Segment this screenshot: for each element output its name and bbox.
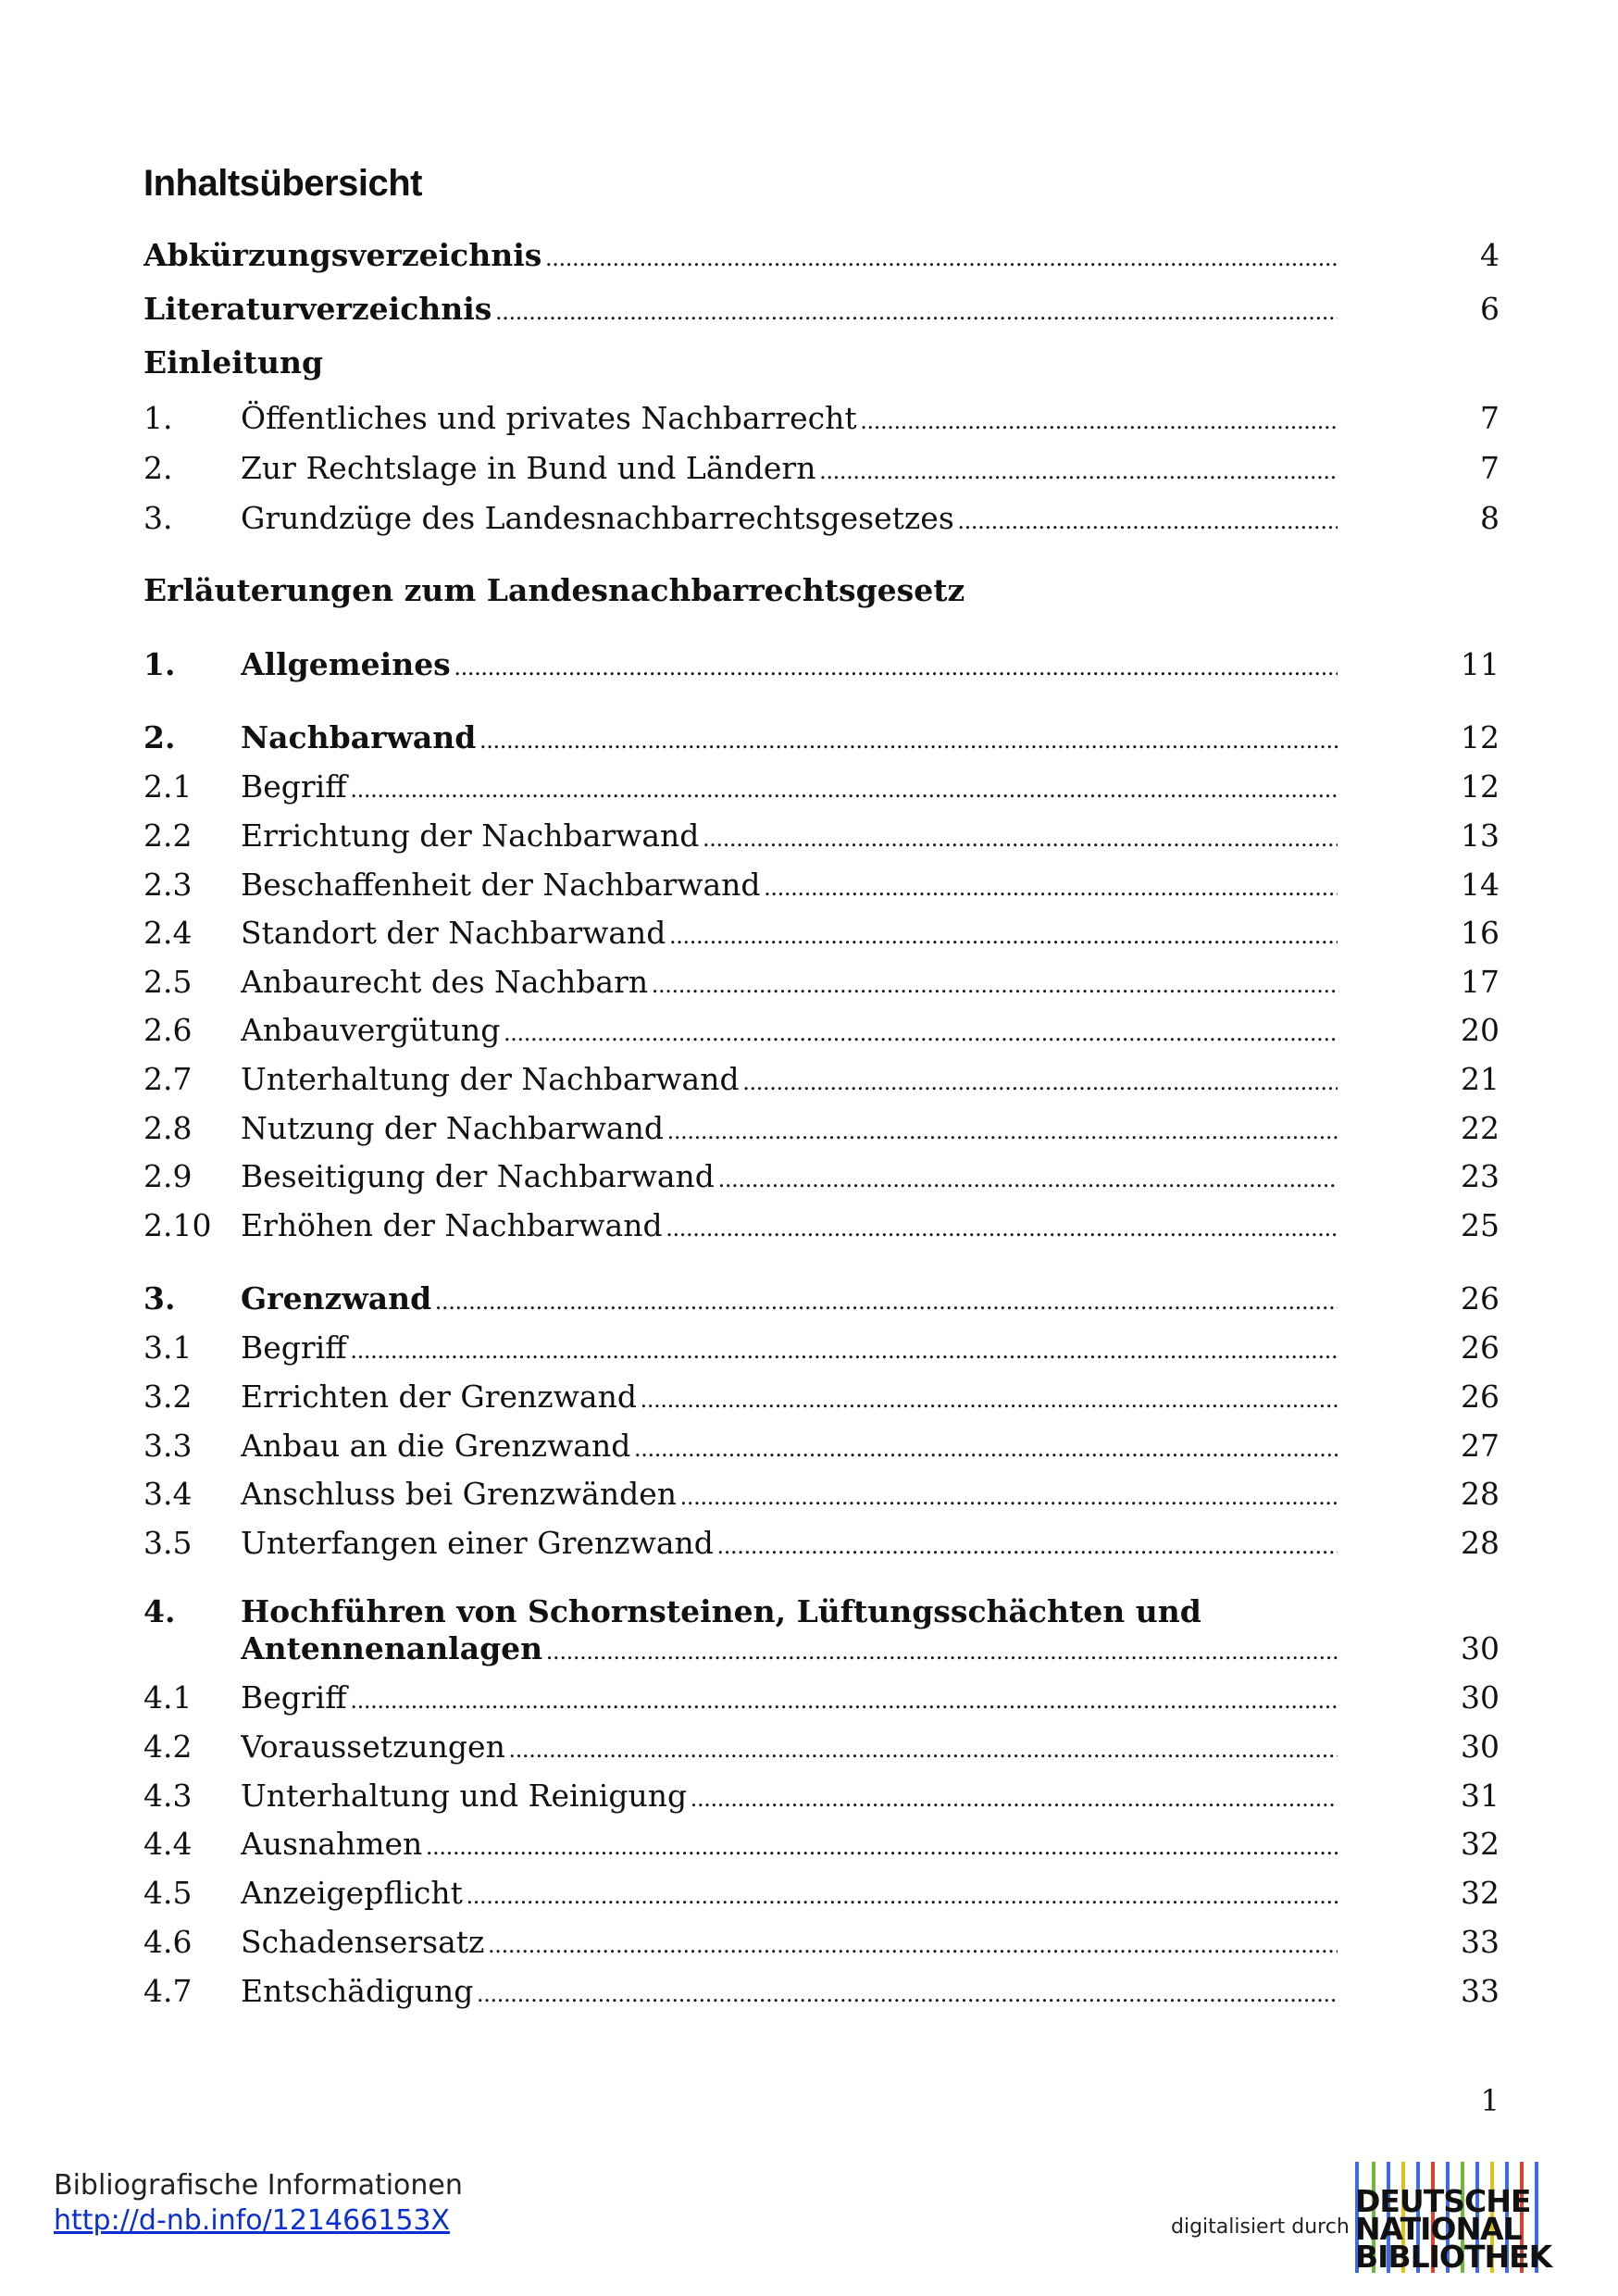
toc-entry-title: Öffentliches und privates Nachbarrecht . . . (241, 394, 1338, 445)
toc-entry-title: Begriff . . . (241, 1324, 1338, 1375)
toc-entry-title: Ausnahmen . . . (241, 1820, 1338, 1871)
toc-entry-number: 4.1 (143, 1679, 193, 1716)
toc-entry-title: Unterhaltung der Nachbarwand . . . (241, 1055, 1338, 1106)
toc-entry-title: Anschluss bei Grenzwänden . . . (241, 1470, 1338, 1521)
toc-entry-page: 32 (1461, 1875, 1500, 1911)
toc-entry-page: 23 (1461, 1158, 1500, 1194)
toc-entry-title: Anzeigepflicht . . . (241, 1869, 1338, 1920)
toc-entry-title: Einleitung (143, 344, 324, 381)
toc-entry[interactable] (143, 494, 1500, 543)
toc-entry-page: 4 (1480, 237, 1500, 273)
toc-entry-number: 2.9 (143, 1158, 193, 1194)
toc-entry-title: Unterhaltung und Reinigung . . . (241, 1772, 1338, 1823)
toc-section-heading (143, 567, 1500, 615)
toc-entry-title: Anbau an die Grenzwand . . . (241, 1422, 1338, 1473)
toc-entry-title: Schadensersatz . . . (241, 1918, 1338, 1969)
toc-entry[interactable] (143, 1275, 1500, 1323)
toc-entry-page: 20 (1461, 1012, 1500, 1048)
toc-entry-page: 7 (1480, 400, 1500, 436)
toc-entry[interactable] (143, 444, 1500, 493)
toc-entry-title: Standort der Nachbarwand . . . (241, 909, 1338, 960)
toc-entry-title: Anbauvergütung . . . (241, 1006, 1338, 1057)
toc-entry-page: 14 (1461, 867, 1500, 903)
toc-entry[interactable] (143, 1918, 1500, 1966)
toc-entry[interactable] (143, 861, 1500, 909)
toc-entry-title: Hochführen von Schornsteinen, Lüftungsschächten und (241, 1593, 1201, 1629)
toc-entry-page: 28 (1461, 1525, 1500, 1561)
toc-entry[interactable] (143, 1324, 1500, 1372)
page-number: 1 (1480, 2083, 1500, 2118)
toc-entry-page: 30 (1461, 1679, 1500, 1716)
toc-entry-number: 1. (143, 400, 173, 436)
toc-entry-title: Nachbarwand . . . (241, 714, 1338, 765)
toc-heading: Inhaltsübersicht (143, 163, 422, 204)
toc-entry-title: Allgemeines . . . (241, 641, 1338, 692)
dnb-logo-line: DEUTSCHE (1355, 2183, 1531, 2219)
toc-entry-number: 3. (143, 1280, 176, 1316)
toc-entry-number: 1. (143, 646, 176, 682)
toc-entry-page: 26 (1461, 1329, 1500, 1366)
toc-entry-title: Abkürzungsverzeichnis . . . (143, 231, 1338, 282)
toc-entry[interactable] (143, 1006, 1500, 1054)
biblio-label: Bibliografische Informationen (54, 2169, 463, 2202)
toc-entry-title: Errichten der Grenzwand . . . (241, 1373, 1338, 1424)
toc-entry-page: 25 (1461, 1207, 1500, 1243)
toc-entry-number: 2.5 (143, 964, 193, 1000)
toc-entry-number: 4.6 (143, 1924, 193, 1960)
toc-entry-number: 3.2 (143, 1379, 193, 1415)
toc-entry-number: 4.4 (143, 1826, 193, 1862)
toc-entry-page: 7 (1480, 450, 1500, 486)
toc-entry[interactable] (143, 1153, 1500, 1201)
dnb-logo-line: NATIONAL (1355, 2211, 1522, 2247)
toc-entry[interactable] (143, 231, 1500, 280)
toc-entry-number: 4.2 (143, 1728, 193, 1765)
digitized-by-label: digitalisiert durch (1171, 2215, 1350, 2239)
toc-section-heading (143, 339, 1500, 387)
toc-entry-title-continued: Antennenanlagen . . . (241, 1630, 1338, 1670)
toc-entry[interactable] (143, 1055, 1500, 1104)
toc-entry-page: 6 (1480, 291, 1500, 327)
toc-entry[interactable] (143, 394, 1500, 443)
toc-entry-title: Beseitigung der Nachbarwand . . . (241, 1153, 1338, 1204)
toc-entry-title: Unterfangen einer Grenzwand . . . (241, 1519, 1338, 1570)
toc-entry-page: 30 (1461, 1630, 1500, 1666)
biblio-link[interactable]: http://d-nb.info/121466153X (54, 2204, 451, 2237)
dnb-logo-line: BIBLIOTHEK (1355, 2239, 1552, 2275)
toc-entry-page: 13 (1461, 817, 1500, 854)
toc-entry-title: Nutzung der Nachbarwand . . . (241, 1104, 1338, 1155)
toc-entry-title: Errichtung der Nachbarwand . . . (241, 812, 1338, 863)
toc-entry-title: Beschaffenheit der Nachbarwand . . . (241, 861, 1338, 912)
toc-entry-number: 4.7 (143, 1973, 193, 2009)
toc-entry-number: 2. (143, 450, 173, 486)
toc-entry-number: 2.2 (143, 817, 193, 854)
toc-entry-number: 2.4 (143, 915, 193, 951)
toc-entry-number: 3. (143, 500, 173, 536)
toc-entry[interactable] (143, 763, 1500, 811)
toc-entry[interactable] (143, 1519, 1500, 1567)
toc-entry[interactable] (143, 1422, 1500, 1470)
toc-entry-page: 12 (1461, 768, 1500, 805)
toc-entry[interactable] (143, 1470, 1500, 1518)
toc-entry[interactable] (143, 1674, 1500, 1722)
toc-entry-title: Voraussetzungen . . . (241, 1723, 1338, 1774)
toc-entry[interactable] (143, 1373, 1500, 1421)
toc-entry[interactable] (143, 1820, 1500, 1868)
toc-entry[interactable] (143, 641, 1500, 689)
toc-entry[interactable] (143, 1104, 1500, 1153)
toc-entry[interactable] (143, 1772, 1500, 1820)
toc-entry[interactable] (143, 714, 1500, 762)
toc-entry[interactable] (143, 285, 1500, 333)
toc-entry-page: 26 (1461, 1280, 1500, 1316)
toc-entry-page: 32 (1461, 1826, 1500, 1862)
toc-entry[interactable] (143, 1202, 1500, 1250)
toc-entry-title: Erläuterungen zum Landesnachbarrechtsgesetz (143, 572, 965, 608)
toc-entry-page: 17 (1461, 964, 1500, 1000)
toc-entry-page: 16 (1461, 915, 1500, 951)
toc-entry[interactable] (143, 909, 1500, 957)
toc-entry-number: 2.1 (143, 768, 193, 805)
toc-entry-title: Grenzwand . . . (241, 1275, 1338, 1326)
toc-entry[interactable] (143, 1723, 1500, 1771)
toc-entry-title: Anbaurecht des Nachbarn . . . (241, 958, 1338, 1009)
toc-entry-number: 2.7 (143, 1061, 193, 1097)
toc-entry-number: 3.5 (143, 1525, 193, 1561)
toc-entry-number: 4. (143, 1593, 176, 1629)
toc-entry-number: 4.5 (143, 1875, 193, 1911)
toc-entry[interactable] (143, 1593, 1500, 1671)
toc-entry-page: 21 (1461, 1061, 1500, 1097)
toc-entry-number: 2. (143, 719, 176, 755)
toc-entry-page: 28 (1461, 1476, 1500, 1512)
toc-entry-title: Erhöhen der Nachbarwand . . . (241, 1202, 1338, 1253)
toc-entry-title: Grundzüge des Landesnachbarrechtsgesetzes . . . (241, 494, 1338, 545)
toc-entry[interactable] (143, 958, 1500, 1006)
toc-entry-title: Begriff . . . (241, 763, 1338, 814)
toc-entry-number: 2.8 (143, 1110, 193, 1146)
biblio-info (54, 2168, 463, 2239)
toc-entry-page: 22 (1461, 1110, 1500, 1146)
toc-entry-page: 30 (1461, 1728, 1500, 1765)
toc-entry-number: 2.10 (143, 1207, 212, 1243)
toc-entry-page: 33 (1461, 1973, 1500, 2009)
toc-entry-number: 4.3 (143, 1778, 193, 1814)
toc-entry-number: 3.4 (143, 1476, 193, 1512)
toc-entry-page: 33 (1461, 1924, 1500, 1960)
toc-entry-title: Literaturverzeichnis . . . (143, 285, 1338, 336)
toc-entry-page: 27 (1461, 1428, 1500, 1464)
toc-entry-title: Entschädigung . . . (241, 1967, 1338, 2018)
toc-entry-page: 11 (1461, 646, 1500, 682)
toc-entry-title: Begriff . . . (241, 1674, 1338, 1725)
dnb-logo-text (1355, 2183, 1552, 2275)
toc-entry[interactable] (143, 812, 1500, 860)
toc-entry[interactable] (143, 1967, 1500, 2015)
toc-entry-page: 26 (1461, 1379, 1500, 1415)
toc-entry-number: 3.1 (143, 1329, 193, 1366)
toc-entry-number: 2.6 (143, 1012, 193, 1048)
toc-entry-title: Zur Rechtslage in Bund und Ländern . . . (241, 444, 1338, 495)
toc-entry-number: 3.3 (143, 1428, 193, 1464)
toc-entry[interactable] (143, 1869, 1500, 1917)
toc-entry-number: 2.3 (143, 867, 193, 903)
dnb-logo (1355, 2162, 1568, 2273)
toc-entry-page: 31 (1461, 1778, 1500, 1814)
toc-entry-page: 12 (1461, 719, 1500, 755)
toc-entry-page: 8 (1480, 500, 1500, 536)
